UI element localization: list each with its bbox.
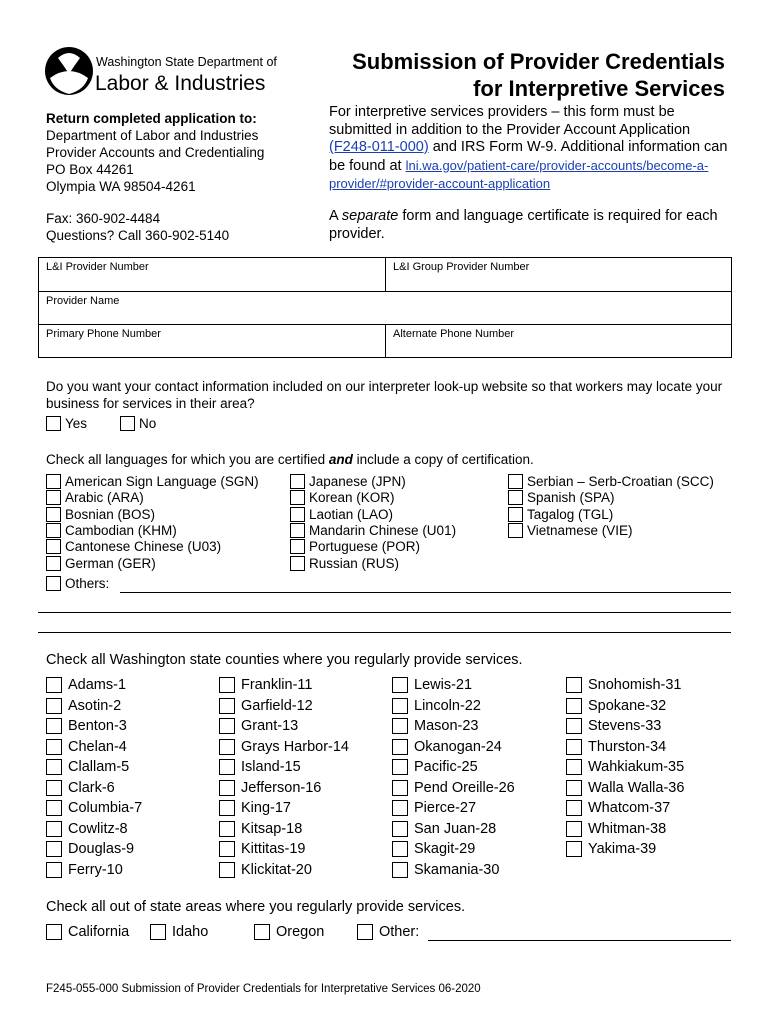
county-label: Whatcom-37: [588, 800, 671, 816]
idaho-checkbox[interactable]: [150, 924, 166, 940]
language-label: German (GER): [65, 555, 156, 571]
county-label: Snohomish-31: [588, 677, 682, 693]
county-option[interactable]: [46, 677, 126, 693]
county-checkbox[interactable]: [46, 739, 62, 755]
language-label: Russian (RUS): [309, 555, 400, 571]
language-option[interactable]: [46, 474, 259, 489]
out-of-state-prompt: Check all out of state areas where you regularly provide services.: [46, 899, 466, 915]
county-checkbox[interactable]: [392, 862, 408, 878]
language-checkbox[interactable]: [46, 539, 61, 554]
language-checkbox[interactable]: [290, 523, 305, 538]
language-label: American Sign Language (SGN): [65, 474, 259, 489]
county-checkbox[interactable]: [392, 780, 408, 796]
language-option[interactable]: [508, 523, 633, 538]
county-option[interactable]: [219, 677, 312, 693]
county-option[interactable]: [392, 677, 472, 693]
county-label: Skamania-30: [414, 861, 500, 878]
county-option[interactable]: [392, 718, 478, 734]
county-label: Wahkiakum-35: [588, 759, 685, 775]
language-checkbox[interactable]: [46, 507, 61, 522]
lni-group-provider-number-cell: L&I Group Provider Number: [385, 258, 732, 291]
language-option[interactable]: [46, 507, 155, 522]
county-option[interactable]: [46, 780, 115, 796]
language-label: Portuguese (POR): [309, 539, 421, 555]
county-label: Stevens-33: [588, 718, 662, 734]
county-option[interactable]: [46, 800, 142, 816]
provider-name-input[interactable]: [46, 309, 725, 323]
county-checkbox[interactable]: [392, 739, 408, 755]
county-option[interactable]: [392, 698, 481, 714]
county-label: Skagit-29: [414, 841, 476, 857]
language-label: Vietnamese (VIE): [527, 522, 633, 538]
language-label: Tagalog (TGL): [527, 506, 614, 522]
return-address: Return completed application to: Department of Labor and Industries Provider Accounts and Credentialing PO Box 44261 Olympia WA 98504-4261: [46, 111, 265, 194]
county-checkbox[interactable]: [219, 718, 235, 734]
county-label: Whitman-38: [588, 820, 667, 837]
language-checkbox[interactable]: [508, 523, 523, 538]
alternate-phone-input[interactable]: [393, 342, 725, 356]
language-label: Spanish (SPA): [527, 490, 615, 506]
separate-form-note: A separate form and language certificate is required for each provider.: [329, 208, 718, 242]
county-label: Ferry-10: [68, 861, 123, 878]
county-option[interactable]: [219, 862, 312, 878]
county-checkbox[interactable]: [566, 759, 582, 775]
county-checkbox[interactable]: [392, 677, 408, 693]
languages-prompt: Check all languages for which you are certified and include a copy of certification.: [46, 452, 534, 467]
county-checkbox[interactable]: [219, 780, 235, 796]
lni-provider-number-input[interactable]: [46, 275, 378, 289]
out-of-state-other[interactable]: Other:: [357, 924, 419, 940]
language-checkbox[interactable]: [46, 474, 61, 489]
out-of-state-oregon[interactable]: Oregon: [254, 924, 324, 940]
county-label: Columbia-7: [68, 800, 143, 816]
county-checkbox[interactable]: [392, 759, 408, 775]
language-label: Arabic (ARA): [65, 490, 144, 506]
county-checkbox[interactable]: [392, 821, 408, 837]
out-of-state-california[interactable]: California: [46, 924, 129, 940]
county-checkbox[interactable]: [46, 780, 62, 796]
county-checkbox[interactable]: [219, 821, 235, 837]
lookup-no-option[interactable]: No: [120, 416, 156, 431]
county-option[interactable]: [566, 759, 684, 775]
county-checkbox[interactable]: [219, 841, 235, 857]
language-checkbox[interactable]: [46, 490, 61, 505]
county-option[interactable]: [566, 677, 682, 693]
language-label: Bosnian (BOS): [65, 506, 156, 522]
county-option[interactable]: [219, 841, 305, 857]
county-option[interactable]: [46, 821, 128, 837]
county-label: Adams-1: [68, 677, 127, 693]
county-checkbox[interactable]: [392, 800, 408, 816]
county-checkbox[interactable]: [219, 739, 235, 755]
county-label: Franklin-11: [241, 677, 313, 693]
county-checkbox[interactable]: [46, 698, 62, 714]
out-of-state-idaho[interactable]: Idaho: [150, 924, 208, 940]
language-others-checkbox[interactable]: [46, 576, 61, 591]
language-option[interactable]: [46, 556, 156, 571]
county-checkbox[interactable]: [566, 718, 582, 734]
county-checkbox[interactable]: [46, 759, 62, 775]
county-option[interactable]: [566, 698, 666, 714]
county-label: Cowlitz-8: [68, 820, 128, 837]
language-option[interactable]: [508, 490, 615, 505]
county-option[interactable]: [566, 800, 670, 816]
language-label: Cantonese Chinese (U03): [65, 539, 222, 555]
form-f248-link[interactable]: (F248-011-000): [329, 139, 429, 155]
county-label: Jefferson-16: [241, 779, 322, 796]
lni-provider-number-cell: L&I Provider Number: [39, 258, 385, 291]
oregon-checkbox[interactable]: [254, 924, 270, 940]
county-label: Kitsap-18: [241, 820, 303, 837]
lookup-no-checkbox[interactable]: [120, 416, 135, 431]
county-label: Island-15: [241, 759, 301, 775]
county-checkbox[interactable]: [219, 800, 235, 816]
county-label: Lewis-21: [414, 677, 473, 693]
county-label: Klickitat-20: [241, 861, 312, 878]
county-label: Spokane-32: [588, 697, 667, 714]
county-checkbox[interactable]: [219, 759, 235, 775]
provider-account-link[interactable]: lni.wa.gov/patient-care/provider-accounts/become-a-provider/#provider-account-application: [329, 157, 709, 191]
county-checkbox[interactable]: [392, 718, 408, 734]
language-label: Japanese (JPN): [309, 474, 406, 489]
language-label: Korean (KOR): [309, 490, 395, 506]
provider-name-cell: Provider Name: [39, 292, 732, 324]
county-label: Pierce-27: [414, 800, 477, 816]
lookup-yes-option[interactable]: Yes: [46, 416, 87, 431]
others-write-line-1[interactable]: [120, 592, 731, 593]
county-label: Lincoln-22: [414, 697, 481, 714]
county-option[interactable]: [46, 841, 134, 857]
county-option[interactable]: [392, 780, 515, 796]
language-label: Serbian – Serb-Croatian (SCC): [527, 474, 714, 489]
county-label: Garfield-12: [241, 697, 313, 714]
county-label: Clallam-5: [68, 759, 130, 775]
language-option[interactable]: [46, 523, 177, 538]
county-label: Clark-6: [68, 779, 115, 796]
county-checkbox[interactable]: [392, 841, 408, 857]
lookup-question: Do you want your contact information included on our interpreter look-up website so that workers may locate your business for services in their area?: [46, 379, 723, 411]
language-option[interactable]: [290, 490, 395, 505]
return-heading: Return completed application to:: [46, 111, 257, 126]
form-title: Submission of Provider Credentials for Interpretive Services: [352, 49, 725, 101]
county-checkbox[interactable]: [392, 698, 408, 714]
county-option[interactable]: [219, 821, 302, 837]
county-checkbox[interactable]: [566, 780, 582, 796]
language-checkbox[interactable]: [508, 474, 523, 489]
county-checkbox[interactable]: [46, 841, 62, 857]
county-checkbox[interactable]: [219, 698, 235, 714]
language-checkbox[interactable]: [290, 474, 305, 489]
counties-prompt: Check all Washington state counties where you regularly provide services.: [46, 652, 523, 668]
county-option[interactable]: [46, 718, 127, 734]
language-option[interactable]: [290, 539, 420, 554]
language-option[interactable]: [46, 539, 221, 554]
others-write-line-2[interactable]: [38, 612, 731, 613]
county-option[interactable]: [392, 739, 502, 755]
county-label: Kittitas-19: [241, 841, 306, 857]
county-checkbox[interactable]: [566, 677, 582, 693]
questions-phone: Questions? Call 360-902-5140: [46, 228, 230, 243]
california-checkbox[interactable]: [46, 924, 62, 940]
language-label: Cambodian (KHM): [65, 522, 177, 538]
language-option[interactable]: [290, 474, 406, 489]
county-option[interactable]: [566, 780, 684, 796]
language-label: Laotian (LAO): [309, 506, 394, 522]
county-label: Pend Oreille-26: [414, 779, 515, 796]
county-label: Thurston-34: [588, 738, 667, 755]
form-instructions: For interpretive services providers – this form must be submitted in addition to the Provider Account Application (F248-011-000) and IRS Form W-9. Additional information can be found at lni.wa.gov/patient-care/provider-accounts/become-a-provider/#provider-account-application: [329, 104, 728, 191]
county-option[interactable]: [46, 698, 121, 714]
org-name-line2: Labor & Industries: [95, 72, 266, 95]
contact-info: [46, 210, 229, 244]
county-checkbox[interactable]: [46, 862, 62, 878]
county-label: Yakima-39: [588, 841, 657, 857]
county-option[interactable]: [566, 718, 661, 734]
language-checkbox[interactable]: [46, 523, 61, 538]
lni-group-provider-number-input[interactable]: [393, 275, 725, 289]
county-checkbox[interactable]: [566, 841, 582, 857]
language-option[interactable]: [290, 507, 393, 522]
county-checkbox[interactable]: [46, 800, 62, 816]
primary-phone-input[interactable]: [46, 342, 378, 356]
provider-info-table: [38, 257, 732, 358]
county-option[interactable]: [46, 759, 129, 775]
county-checkbox[interactable]: [46, 677, 62, 693]
county-option[interactable]: [392, 759, 478, 775]
county-label: Chelan-4: [68, 738, 127, 755]
language-option[interactable]: [46, 490, 144, 505]
county-option[interactable]: [46, 862, 123, 878]
lookup-yes-checkbox[interactable]: [46, 416, 61, 431]
county-option[interactable]: [219, 739, 349, 755]
county-label: Okanogan-24: [414, 738, 502, 755]
county-option[interactable]: [566, 841, 656, 857]
alternate-phone-cell: Alternate Phone Number: [385, 325, 732, 358]
lni-logo-mark-icon: [44, 44, 94, 98]
county-label: King-17: [241, 800, 291, 816]
language-checkbox[interactable]: [290, 490, 305, 505]
county-label: Grant-13: [241, 718, 299, 734]
county-option[interactable]: [392, 862, 499, 878]
county-option[interactable]: [392, 821, 496, 837]
other-area-write-line[interactable]: [428, 940, 731, 941]
county-checkbox[interactable]: [219, 677, 235, 693]
county-checkbox[interactable]: [566, 800, 582, 816]
primary-phone-cell: Primary Phone Number: [39, 325, 385, 358]
language-option[interactable]: [508, 474, 714, 489]
county-label: Pacific-25: [414, 759, 478, 775]
county-label: Walla Walla-36: [588, 779, 685, 796]
county-option[interactable]: [392, 841, 475, 857]
language-checkbox[interactable]: [290, 507, 305, 522]
county-label: Grays Harbor-14: [241, 738, 349, 755]
county-option[interactable]: [392, 800, 476, 816]
language-checkbox[interactable]: [508, 490, 523, 505]
others-write-line-3[interactable]: [38, 632, 731, 633]
county-label: San Juan-28: [414, 820, 497, 837]
county-label: Douglas-9: [68, 841, 135, 857]
county-option[interactable]: [219, 698, 313, 714]
county-option[interactable]: [219, 759, 301, 775]
form-footer: F245-055-000 Submission of Provider Credentials for Interpretative Services 06-2020: [46, 983, 481, 995]
county-checkbox[interactable]: [46, 821, 62, 837]
language-checkbox[interactable]: [290, 539, 305, 554]
county-checkbox[interactable]: [566, 821, 582, 837]
language-others-option[interactable]: Others:: [46, 576, 109, 591]
county-option[interactable]: [219, 800, 291, 816]
county-option[interactable]: [566, 739, 666, 755]
other-area-checkbox[interactable]: [357, 924, 373, 940]
language-option[interactable]: [290, 523, 456, 538]
language-label: Mandarin Chinese (U01): [309, 522, 457, 538]
language-option[interactable]: [508, 507, 613, 522]
county-label: Benton-3: [68, 718, 127, 734]
language-checkbox[interactable]: [46, 556, 61, 571]
county-checkbox[interactable]: [566, 739, 582, 755]
county-checkbox[interactable]: [566, 698, 582, 714]
county-label: Mason-23: [414, 718, 479, 734]
county-checkbox[interactable]: [46, 718, 62, 734]
org-name-line1: Washington State Department of: [96, 55, 277, 69]
county-option[interactable]: [219, 780, 321, 796]
language-option[interactable]: [290, 556, 399, 571]
language-checkbox[interactable]: [508, 507, 523, 522]
county-option[interactable]: [219, 718, 298, 734]
county-checkbox[interactable]: [219, 862, 235, 878]
county-option[interactable]: [46, 739, 127, 755]
fax-number: Fax: 360-902-4484: [46, 211, 161, 226]
county-option[interactable]: [566, 821, 666, 837]
language-checkbox[interactable]: [290, 556, 305, 571]
county-label: Asotin-2: [68, 697, 122, 714]
